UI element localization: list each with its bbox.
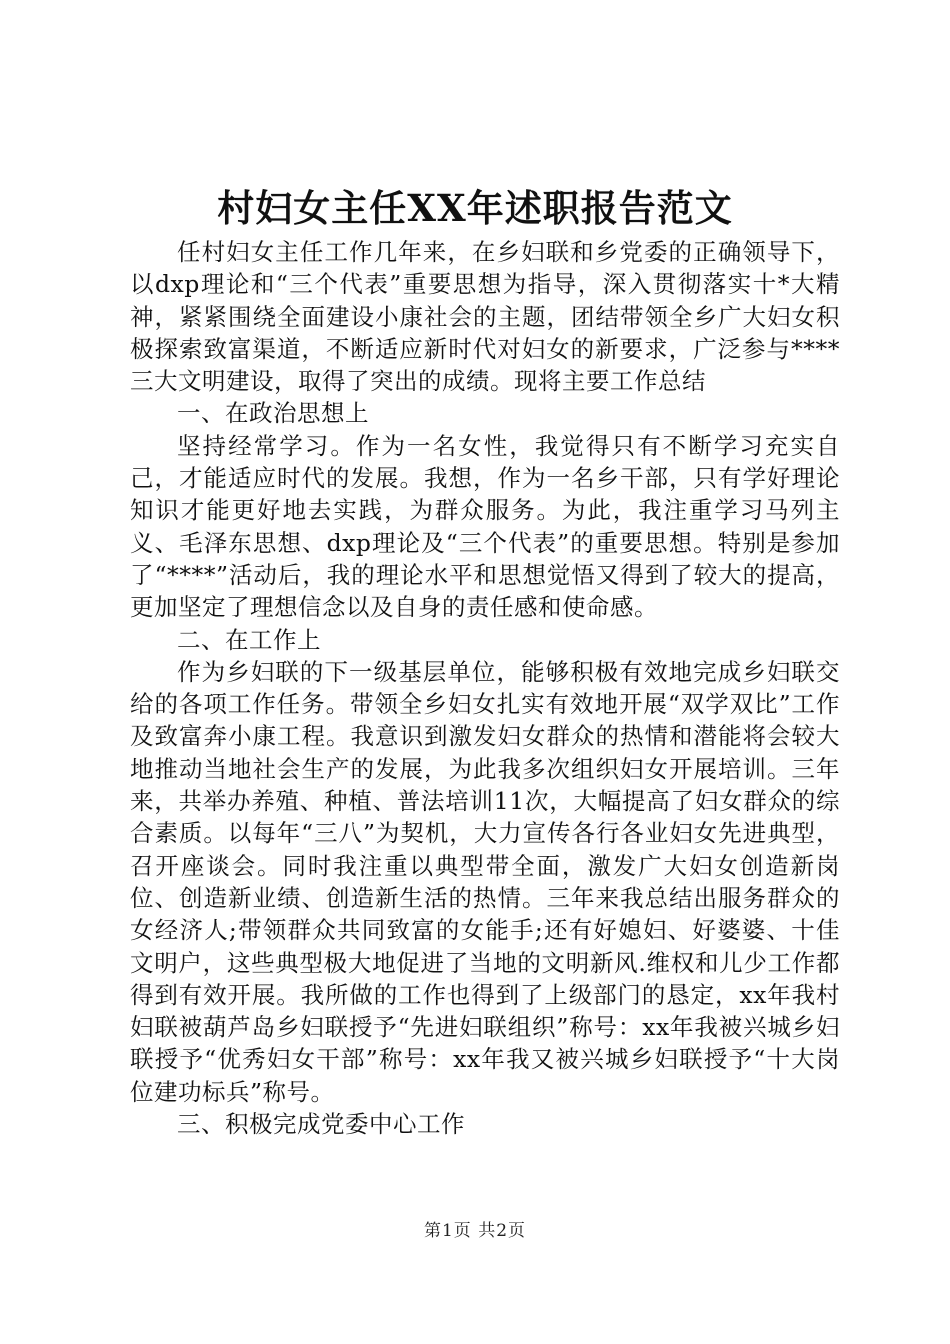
political-paragraph: 坚持经常学习。作为一名女性，我觉得只有不断学习充实自己，才能适应时代的发展。我想，作为一名乡干部，只有学好理论知识才能更好地去实践，为群众服务。为此，我注重学习马列主义、毛泽东思想、dxp理论及“三个代表”的重要思想。特别是参加了“****”活动后，我的理论水平和思想觉悟又得到了较大的提高，更加坚定了理想信念以及自身的责任感和使命感。 <box>130 431 840 622</box>
section-heading-work: 二、在工作上 <box>177 625 321 654</box>
section-heading-party: 三、积极完成党委中心工作 <box>177 1110 465 1139</box>
section-heading-political: 一、在政治思想上 <box>177 399 369 428</box>
document-title: 村妇女主任XX年述职报告范文 <box>217 186 733 230</box>
intro-paragraph: 任村妇女主任工作几年来，在乡妇联和乡党委的正确领导下，以dxp理论和“三个代表”重要思想为指导，深入贯彻落实十*大精神，紧紧围绕全面建设小康社会的主题，团结带领全乡广大妇女积极探索致富渠道，不断适应新时代对妇女的新要求，广泛参与****三大文明建设，取得了突出的成绩。现将主要工作总结 <box>130 238 840 396</box>
document-body <box>130 236 840 1140</box>
page-number-footer: 第1页 共2页 <box>423 1221 527 1241</box>
work-paragraph: 作为乡妇联的下一级基层单位，能够积极有效地完成乡妇联交给的各项工作任务。带领全乡妇女扎实有效地开展“双学双比”工作及致富奔小康工程。我意识到激发妇女群众的热情和潜能将会较大地推动当地社会生产的发展，为此我多次组织妇女开展培训。三年来，共举办养殖、种植、普法培训11次，大幅提高了妇女群众的综合素质。以每年“三八”为契机，大力宣传各行各业妇女先进典型，召开座谈会。同时我注重以典型带全面，激发广大妇女创造新岗位、创造新业绩、创造新生活的热情。三年来我总结出服务群众的女经济人;带领群众共同致富的女能手;还有好媳妇、好婆婆、十佳文明户，这些典型极大地促进了当地的文明新风.维权和儿少工作都得到有效开展。我所做的工作也得到了上级部门的恳定，xx年我村妇联被葫芦岛乡妇联授予“先进妇联组织”称号：xx年我被兴城乡妇联授予“优秀妇女干部”称号：xx年我又被兴城乡妇联授予“十大岗位建功标兵”称号。 <box>130 657 840 1106</box>
